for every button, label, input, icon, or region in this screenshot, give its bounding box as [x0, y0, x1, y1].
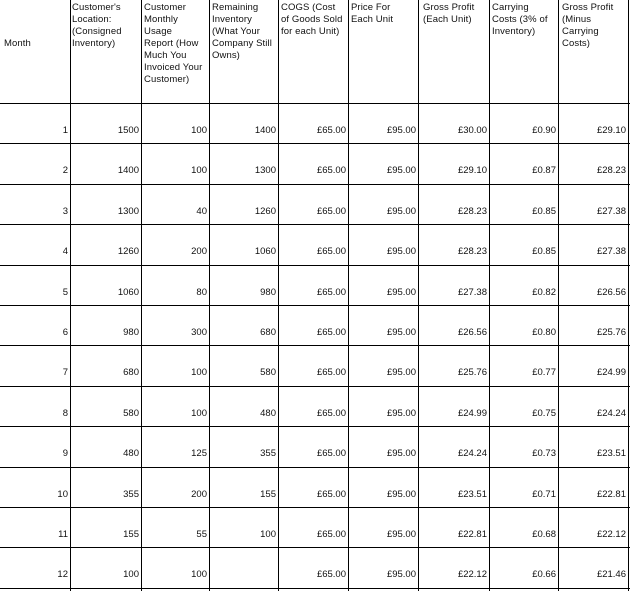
cell-monthly-usage: 100: [191, 367, 207, 378]
cell-month: 7: [62, 367, 68, 378]
cell-carrying-costs: £0.73: [532, 448, 556, 459]
cell-carrying-costs: £0.87: [532, 165, 556, 176]
cell-gross-profit-unit: £25.76: [457, 367, 487, 378]
cell-month: 12: [57, 569, 68, 580]
cell-remaining-inventory: 1060: [254, 246, 276, 257]
cell-monthly-usage: 100: [191, 408, 207, 419]
cell-consigned-inventory: 580: [123, 408, 139, 419]
cell-month: 1: [62, 125, 68, 136]
cell-gross-profit-net: £29.10: [596, 125, 626, 136]
cell-unit-price: £95.00: [386, 367, 416, 378]
row-gridline: [0, 507, 630, 508]
cell-remaining-inventory: 155: [260, 489, 276, 500]
cell-gross-profit-unit: £28.23: [457, 246, 487, 257]
column-header-unit-price: Price For Each Unit: [351, 2, 394, 25]
cell-consigned-inventory: 100: [123, 569, 139, 580]
cell-unit-price: £95.00: [386, 327, 416, 338]
cell-consigned-inventory: 1300: [117, 206, 139, 217]
cell-unit-price: £95.00: [386, 489, 416, 500]
column-header-consigned-inventory: Customer's Location: (Consigned Inventory): [72, 2, 122, 49]
cell-month: 5: [62, 287, 68, 298]
cell-remaining-inventory: 355: [260, 448, 276, 459]
row-gridline: [0, 224, 630, 225]
cell-month: 11: [58, 529, 68, 540]
column-header-month: Month: [4, 38, 31, 49]
cell-carrying-costs: £0.80: [532, 327, 556, 338]
cell-gross-profit-unit: £29.10: [457, 165, 487, 176]
cell-unit-price: £95.00: [386, 408, 416, 419]
cell-gross-profit-net: £28.23: [596, 165, 626, 176]
cell-cogs: £65.00: [316, 367, 346, 378]
cell-month: 10: [57, 489, 68, 500]
cell-monthly-usage: 100: [191, 125, 207, 136]
cell-carrying-costs: £0.66: [532, 569, 556, 580]
cell-gross-profit-unit: £26.56: [457, 327, 487, 338]
row-gridline: [0, 143, 630, 144]
row-gridline: [0, 184, 630, 185]
cell-consigned-inventory: 1060: [117, 287, 139, 298]
cell-cogs: £65.00: [316, 125, 346, 136]
row-gridline: [0, 305, 630, 306]
cell-gross-profit-net: £25.76: [596, 327, 626, 338]
cell-unit-price: £95.00: [386, 569, 416, 580]
cell-cogs: £65.00: [316, 448, 346, 459]
cell-cogs: £65.00: [316, 165, 346, 176]
cell-monthly-usage: 300: [191, 327, 207, 338]
cell-gross-profit-net: £27.38: [596, 246, 626, 257]
cell-gross-profit-unit: £24.24: [457, 448, 487, 459]
column-header-gross-profit-unit: Gross Profit (Each Unit): [423, 2, 475, 25]
cell-consigned-inventory: 480: [123, 448, 139, 459]
cell-month: 9: [62, 448, 68, 459]
column-header-monthly-usage: Customer Monthly Usage Report (How Much You Invoiced Your Customer): [144, 2, 203, 85]
cell-unit-price: £95.00: [386, 125, 416, 136]
cell-cogs: £65.00: [316, 489, 346, 500]
row-gridline: [0, 547, 630, 548]
cell-monthly-usage: 200: [191, 489, 207, 500]
cell-monthly-usage: 80: [196, 287, 207, 298]
cell-consigned-inventory: 1500: [117, 125, 139, 136]
cell-gross-profit-unit: £23.51: [457, 489, 487, 500]
cell-consigned-inventory: 1400: [117, 165, 139, 176]
cell-gross-profit-unit: £27.38: [457, 287, 487, 298]
cell-carrying-costs: £0.77: [532, 367, 556, 378]
row-gridline: [0, 426, 630, 427]
cell-consigned-inventory: 355: [123, 489, 139, 500]
cell-monthly-usage: 100: [191, 165, 207, 176]
row-gridline: [0, 467, 630, 468]
cell-remaining-inventory: 980: [260, 287, 276, 298]
cell-unit-price: £95.00: [386, 448, 416, 459]
column-header-remaining-inventory: Remaining Inventory (What Your Company Still Owns): [212, 2, 272, 61]
cell-remaining-inventory: 1260: [254, 206, 276, 217]
cell-unit-price: £95.00: [386, 287, 416, 298]
cell-carrying-costs: £0.90: [532, 125, 556, 136]
column-header-carrying-costs: Carrying Costs (3% of Inventory): [492, 2, 548, 37]
cell-cogs: £65.00: [316, 287, 346, 298]
cell-remaining-inventory: 480: [260, 408, 276, 419]
cell-gross-profit-unit: £30.00: [457, 125, 487, 136]
cell-cogs: £65.00: [316, 529, 346, 540]
cell-gross-profit-net: £22.81: [596, 489, 626, 500]
column-header-gross-profit-net: Gross Profit (Minus Carrying Costs): [562, 2, 614, 49]
cell-cogs: £65.00: [316, 246, 346, 257]
cell-remaining-inventory: 1300: [254, 165, 276, 176]
cell-month: 2: [62, 165, 68, 176]
cell-unit-price: £95.00: [386, 206, 416, 217]
cell-remaining-inventory: 1400: [254, 125, 276, 136]
cell-gross-profit-unit: £24.99: [457, 408, 487, 419]
cell-unit-price: £95.00: [386, 246, 416, 257]
cell-monthly-usage: 40: [196, 206, 207, 217]
cell-carrying-costs: £0.68: [532, 529, 556, 540]
cell-monthly-usage: 200: [191, 246, 207, 257]
cell-carrying-costs: £0.75: [532, 408, 556, 419]
row-gridline: [0, 588, 630, 589]
cell-gross-profit-net: £24.99: [596, 367, 626, 378]
cell-cogs: £65.00: [316, 206, 346, 217]
column-header-cogs: COGS (Cost of Goods Sold for each Unit): [281, 2, 343, 37]
cell-consigned-inventory: 980: [123, 327, 139, 338]
row-gridline: [0, 386, 630, 387]
cell-remaining-inventory: 680: [260, 327, 276, 338]
cell-consigned-inventory: 1260: [117, 246, 139, 257]
cell-consigned-inventory: 680: [123, 367, 139, 378]
cell-gross-profit-net: £22.12: [596, 529, 626, 540]
cell-cogs: £65.00: [316, 569, 346, 580]
row-gridline: [0, 265, 630, 266]
cell-month: 6: [62, 327, 68, 338]
cell-carrying-costs: £0.71: [532, 489, 556, 500]
cell-month: 8: [62, 408, 68, 419]
cell-monthly-usage: 125: [191, 448, 207, 459]
row-gridline: [0, 345, 630, 346]
row-gridline: [0, 103, 630, 104]
cell-month: 4: [62, 246, 68, 257]
cell-gross-profit-net: £23.51: [596, 448, 626, 459]
cell-gross-profit-net: £26.56: [596, 287, 626, 298]
cell-unit-price: £95.00: [386, 165, 416, 176]
cell-cogs: £65.00: [316, 327, 346, 338]
cell-monthly-usage: 55: [196, 529, 207, 540]
cell-gross-profit-net: £27.38: [596, 206, 626, 217]
cell-month: 3: [62, 206, 68, 217]
cell-cogs: £65.00: [316, 408, 346, 419]
cell-remaining-inventory: 580: [260, 367, 276, 378]
cell-gross-profit-unit: £22.81: [457, 529, 487, 540]
cell-gross-profit-unit: £22.12: [457, 569, 487, 580]
cell-consigned-inventory: 155: [123, 529, 139, 540]
cell-monthly-usage: 100: [191, 569, 207, 580]
cell-carrying-costs: £0.85: [532, 246, 556, 257]
cell-carrying-costs: £0.85: [532, 206, 556, 217]
cell-carrying-costs: £0.82: [532, 287, 556, 298]
cell-gross-profit-net: £21.46: [596, 569, 626, 580]
cell-gross-profit-unit: £28.23: [457, 206, 487, 217]
cell-remaining-inventory: 100: [260, 529, 276, 540]
cell-gross-profit-net: £24.24: [596, 408, 626, 419]
cell-unit-price: £95.00: [386, 529, 416, 540]
column-gridline: [628, 0, 629, 591]
